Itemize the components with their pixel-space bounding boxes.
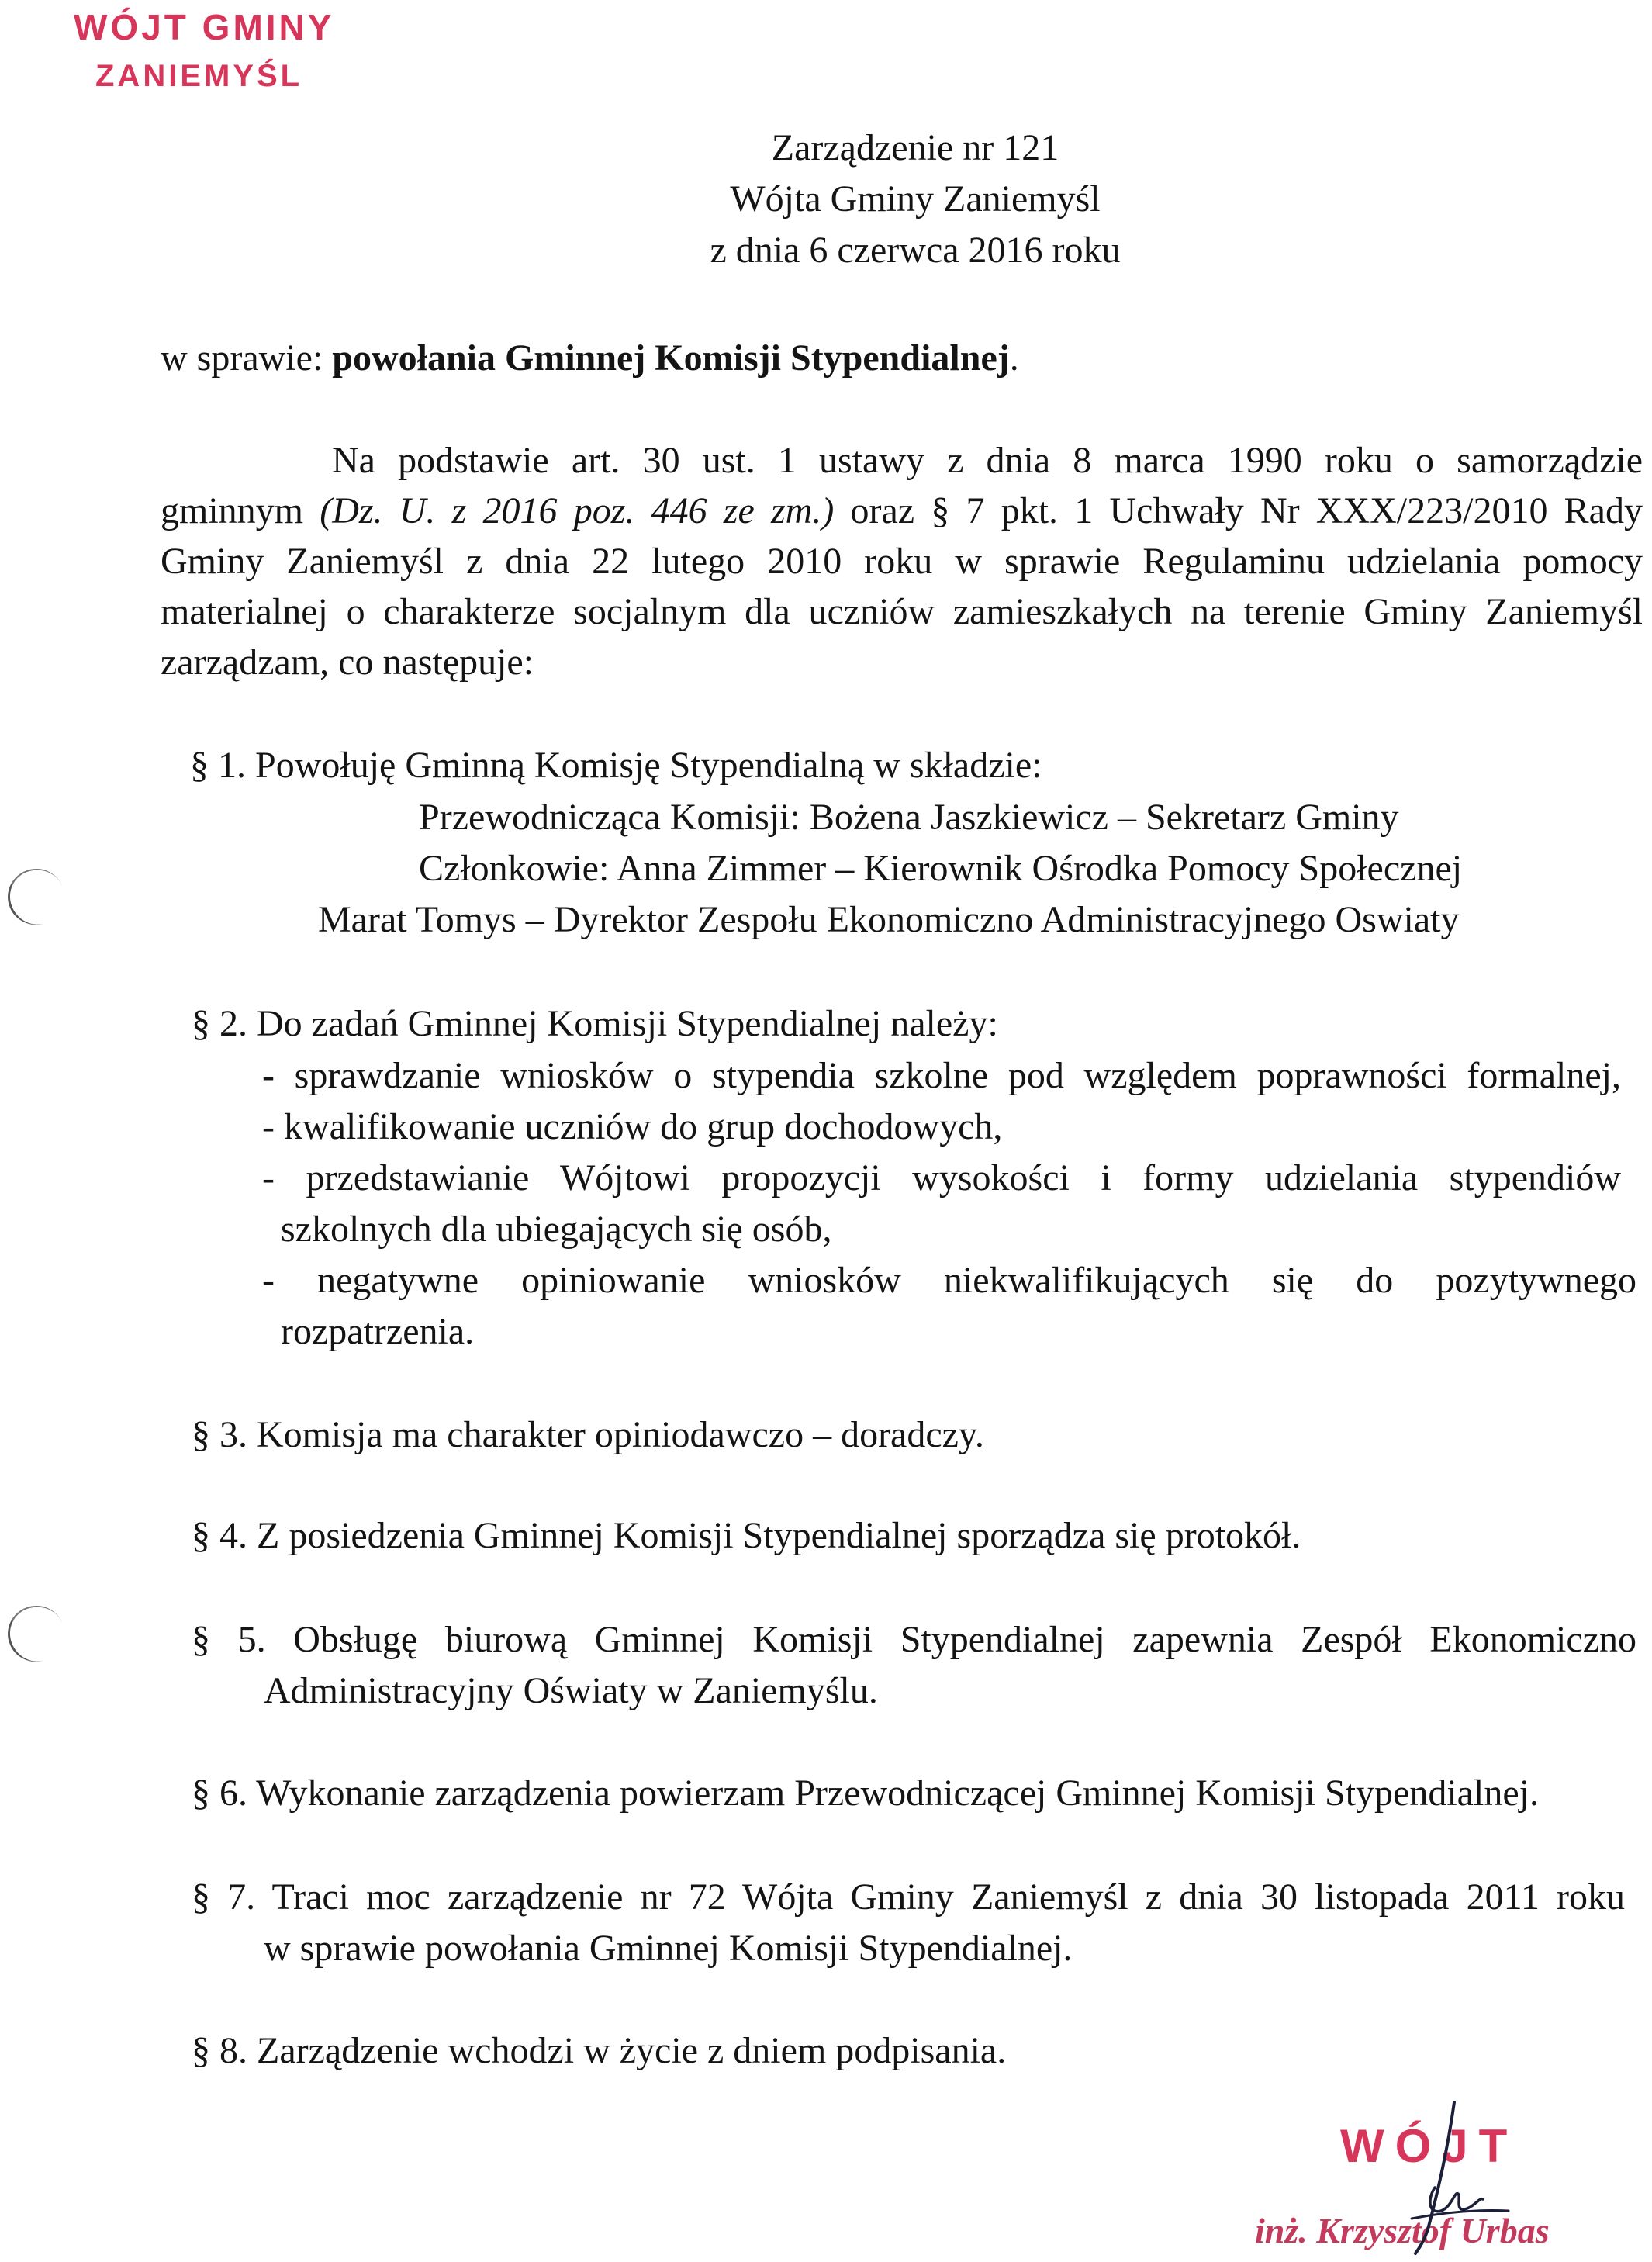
par2-heading: § 2. Do zadań Gminnej Komisji Stypendialnej należy:	[192, 1003, 998, 1044]
par2-item-2: - kwalifikowanie uczniów do grup dochodowych,	[262, 1106, 1003, 1147]
par5-line-1: § 5. Obsługę biurową Gminnej Komisji Stypendialnej zapewnia Zespół Ekonomiczno	[192, 1619, 1636, 1660]
signature-stamp: WÓJT	[1340, 2120, 1519, 2172]
par5-line-2: Administracyjny Oświaty w Zaniemyślu.	[264, 1670, 878, 1711]
subject-line	[161, 334, 1019, 383]
par6: § 6. Wykonanie zarządzenia powierzam Przewodniczącej Gminnej Komisji Stypendialnej.	[192, 1773, 1539, 1814]
par3: § 3. Komisja ma charakter opiniodawczo – doradczy.	[192, 1414, 984, 1455]
stamp-top	[74, 2, 384, 99]
par4: § 4. Z posiedzenia Gminnej Komisji Stypendialnej sporządza się protokół.	[192, 1515, 1301, 1556]
par1-heading: § 1. Powołuję Gminną Komisję Stypendialną w składzie:	[190, 745, 1042, 786]
preamble-line-2	[161, 486, 1643, 536]
preamble-line-3: Gminy Zaniemyśl z dnia 22 lutego 2010 roku w sprawie Regulaminu udzielania pomocy	[161, 541, 1643, 582]
preamble-line-1: Na podstawie art. 30 ust. 1 ustawy z dnia 8 marca 1990 roku o samorządzie	[332, 440, 1643, 481]
preamble-line-5: zarządzam, co następuje:	[161, 642, 534, 683]
par1-member-2: Członkowie: Anna Zimmer – Kierownik Ośrodka Pomocy Społecznej	[419, 848, 1463, 889]
punch-hole-mark	[0, 861, 72, 933]
title-line-3: z dnia 6 czerwca 2016 roku	[710, 230, 1121, 271]
par2-item-3b: szkolnych dla ubiegających się osób,	[281, 1209, 832, 1250]
par8: § 8. Zarządzenie wchodzi w życie z dniem podpisania.	[192, 2030, 1007, 2071]
preamble-l2-italic: (Dz. U. z 2016 poz. 446 ze zm.)	[320, 490, 835, 531]
par2-item-4b: rozpatrzenia.	[281, 1311, 475, 1352]
signature-name: inż. Krzysztof Urbas	[1255, 2211, 1550, 2250]
stamp-top-line1: WÓJT GMINY	[74, 7, 335, 47]
subject-bold: powołania Gminnej Komisji Stypendialnej	[332, 337, 1010, 379]
par7-line-1: § 7. Traci moc zarządzenie nr 72 Wójta Gminy Zaniemyśl z dnia 30 listopada 2011 roku	[192, 1876, 1625, 1918]
par2-item-3a: - przedstawianie Wójtowi propozycji wysokości i formy udzielania stypendiów	[262, 1157, 1621, 1198]
par1-member-1: Przewodnicząca Komisji: Bożena Jaszkiewicz – Sekretarz Gminy	[419, 797, 1399, 838]
subject-prefix: w sprawie:	[161, 337, 333, 379]
par2-item-4a: - negatywne opiniowanie wniosków niekwalifikujących się do pozytywnego	[262, 1260, 1636, 1301]
par2-item-1: - sprawdzanie wniosków o stypendia szkolne pod względem poprawności formalnej,	[262, 1055, 1621, 1096]
title-line-1: Zarządzenie nr 121	[771, 127, 1059, 168]
par7-line-2: w sprawie powołania Gminnej Komisji Stypendialnej.	[264, 1928, 1073, 1969]
preamble-l2-a: gminnym	[161, 490, 320, 531]
punch-hole-mark	[0, 1598, 72, 1670]
handwritten-signature	[1381, 2094, 1528, 2257]
title-line-2: Wójta Gminy Zaniemyśl	[730, 178, 1101, 220]
par1-member-3: Marat Tomys – Dyrektor Zespołu Ekonomiczno Administracyjnego Oswiaty	[318, 899, 1460, 940]
subject-suffix: .	[1009, 337, 1019, 379]
preamble-line-4: materialnej o charakterze socjalnym dla uczniów zamieszkałych na terenie Gminy Zaniemyśl	[161, 591, 1643, 632]
preamble-l2-b: oraz § 7 pkt. 1 Uchwały Nr XXX/223/2010 Rady	[834, 490, 1643, 531]
stamp-top-line2: ZANIEMYŚL	[95, 59, 303, 93]
